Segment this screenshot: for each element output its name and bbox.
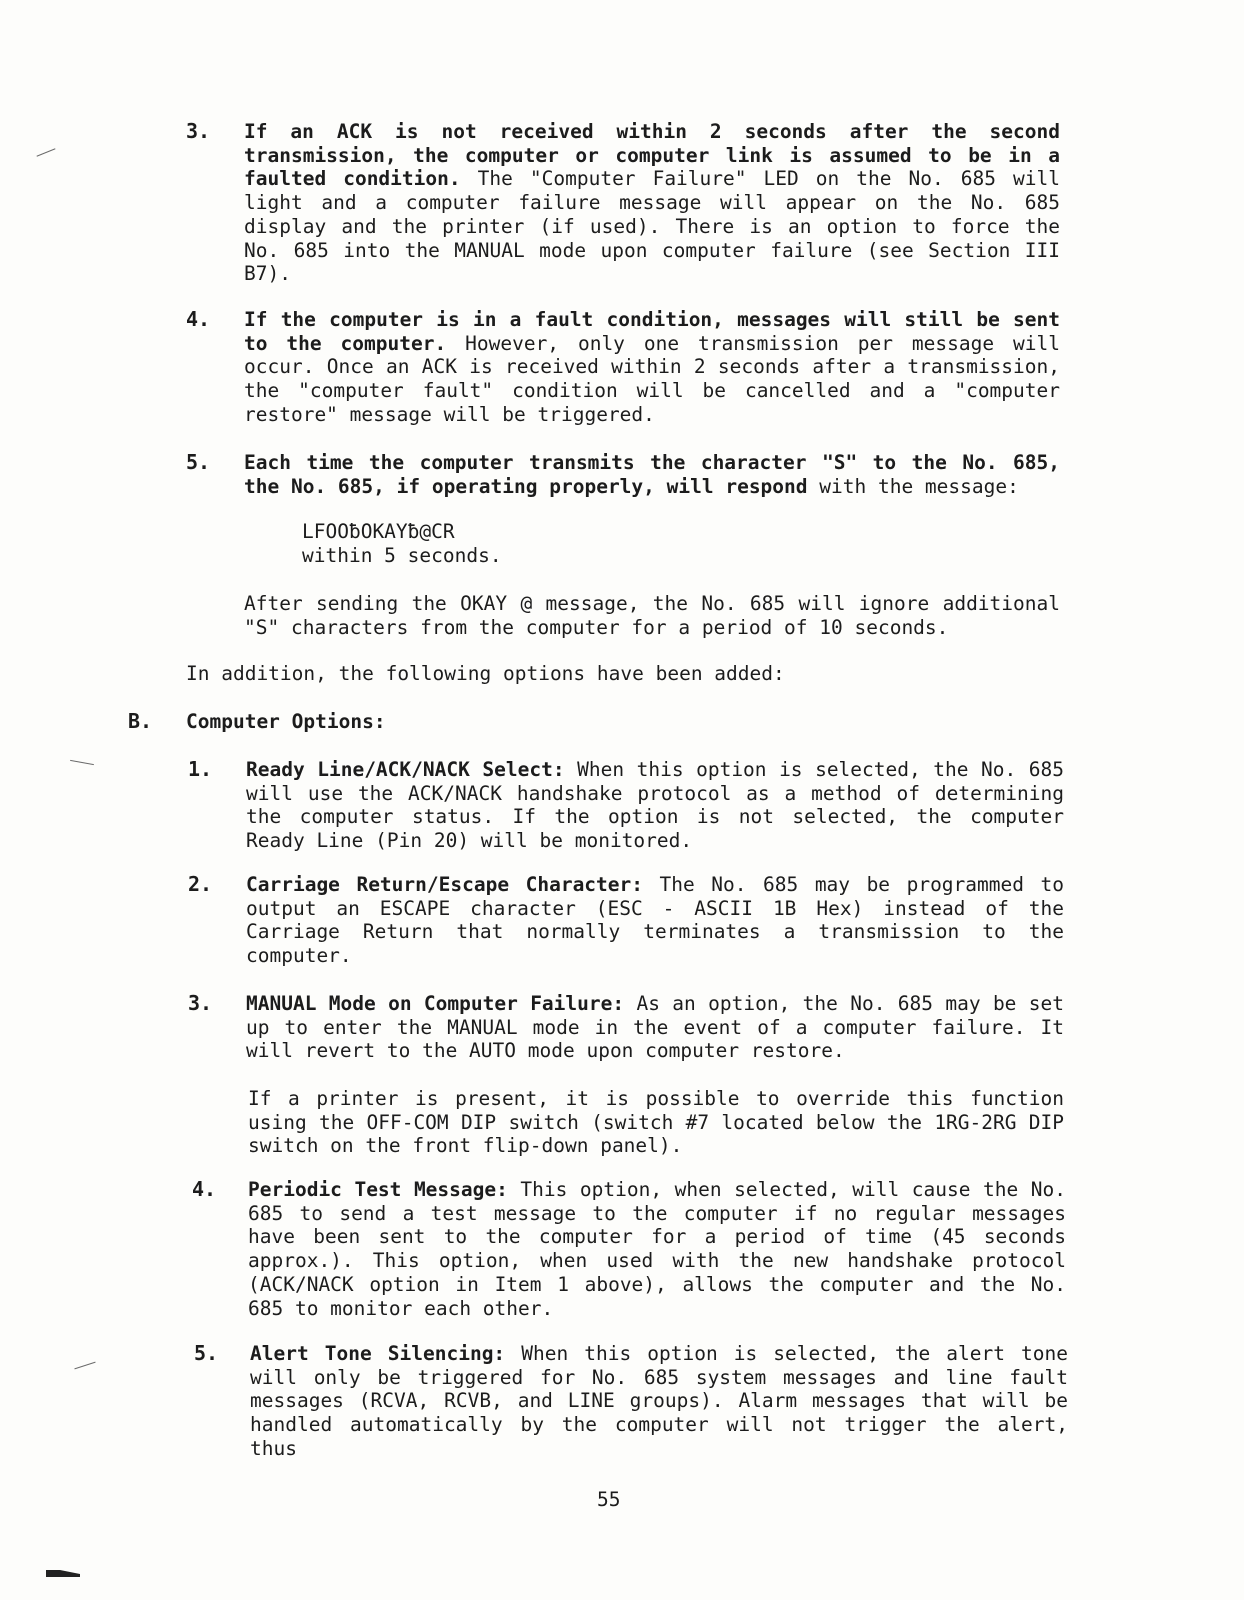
after-sending-paragraph: After sending the OKAY @ message, the No. 685 will ignore additional "S" characters from the computer for a period of 10 seconds. [244, 592, 1060, 639]
item-text: with the message: [807, 474, 1019, 498]
section-letter: B. [128, 709, 153, 733]
option-number: 3. [188, 991, 213, 1015]
code-line: within 5 seconds. [302, 544, 502, 567]
section-title: Computer Options: [186, 710, 386, 733]
page-number: 55 [597, 1488, 621, 1511]
item-paragraph [244, 451, 1060, 498]
option-paragraph [246, 992, 1064, 1063]
margin-mark [70, 760, 94, 765]
margin-mark [74, 1362, 95, 1370]
option-text: The No. 685 may be programmed to output an ESCAPE character (ESC - ASCII 1B Hex) instead of the Carriage Return that normally terminates a transmission to the computer. [246, 873, 1065, 968]
option-paragraph [248, 1178, 1066, 1320]
option-title: Ready Line/ACK/NACK Select: [246, 758, 565, 781]
option-paragraph [246, 873, 1064, 968]
option-title: MANUAL Mode on Computer Failure: [246, 992, 625, 1015]
item-text: The "Computer Failure" LED on the No. 685 will light and a computer failure message will appear on the No. 685 display and the printer (if used). There is an option to force the No. 685 into the MANUAL mode upon computer failure (see Section III B7). [244, 167, 1060, 286]
item-number: 3. [186, 119, 211, 143]
margin-mark [37, 148, 56, 156]
option-text: This option, when selected, will cause the No. 685 to send a test message to the computer if no regular messages have been sent to the computer for a period of time (45 seconds approx.). This option, when used with the new handshake protocol (ACK/NACK option in Item 1 above), allows the computer and the No. 685 to monitor each other. [248, 1178, 1067, 1320]
option-number: 5. [194, 1341, 219, 1365]
item-bold-lead: Each time the computer transmits the character "S" to the No. 685, the No. 685, if operating properly, will respond [244, 451, 1060, 498]
item-number: 5. [186, 450, 211, 474]
code-line: LFOOƀOKAYƀ@CR [302, 520, 455, 543]
option-number: 2. [188, 872, 213, 896]
option-text: As an option, the No. 685 may be set up to enter the MANUAL mode in the event of a computer failure. It will revert to the AUTO mode upon computer restore. [246, 992, 1064, 1063]
option-paragraph [250, 1342, 1068, 1461]
item-bold-lead: If an ACK is not received within 2 seconds after the second transmission, the computer or computer link is assumed to be in a faulted condition. [244, 120, 1060, 191]
option-number: 4. [192, 1177, 217, 1201]
option-title: Carriage Return/Escape Character: [246, 873, 644, 896]
option-title: Periodic Test Message: [248, 1178, 508, 1201]
item-paragraph [244, 120, 1060, 286]
option-extra-paragraph: If a printer is present, it is possible to override this function using the OFF-COM DIP switch (switch #7 located below the 1RG-2RG DIP switch on the front flip-down panel). [248, 1087, 1064, 1158]
in-addition-text: In addition, the following options have been added: [186, 662, 785, 685]
option-title: Alert Tone Silencing: [250, 1342, 506, 1365]
option-text: When this option is selected, the No. 685 will use the ACK/NACK handshake protocol as a method of determining the computer status. If the option is not selected, the computer Ready Line (Pin 20) will be monitored. [246, 758, 1064, 853]
item-number: 4. [186, 307, 211, 331]
option-number: 1. [188, 757, 213, 781]
item-text: However, only one transmission per message will occur. Once an ACK is received within 2 seconds after a transmission, the "computer fault" condition will be cancelled and a "computer restore" message will be triggered. [244, 331, 1060, 426]
option-paragraph [246, 758, 1064, 853]
item-bold-lead: If the computer is in a fault condition, messages will still be sent to the computer. [244, 308, 1060, 355]
option-text: When this option is selected, the alert tone will only be triggered for No. 685 system messages and line fault messages (RCVA, RCVB, and LINE groups). Alarm messages that will be handled automatically by the computer will not trigger the alert, thus [250, 1342, 1068, 1460]
item-paragraph [244, 308, 1060, 427]
scan-corner-arrow-icon [46, 1568, 80, 1577]
